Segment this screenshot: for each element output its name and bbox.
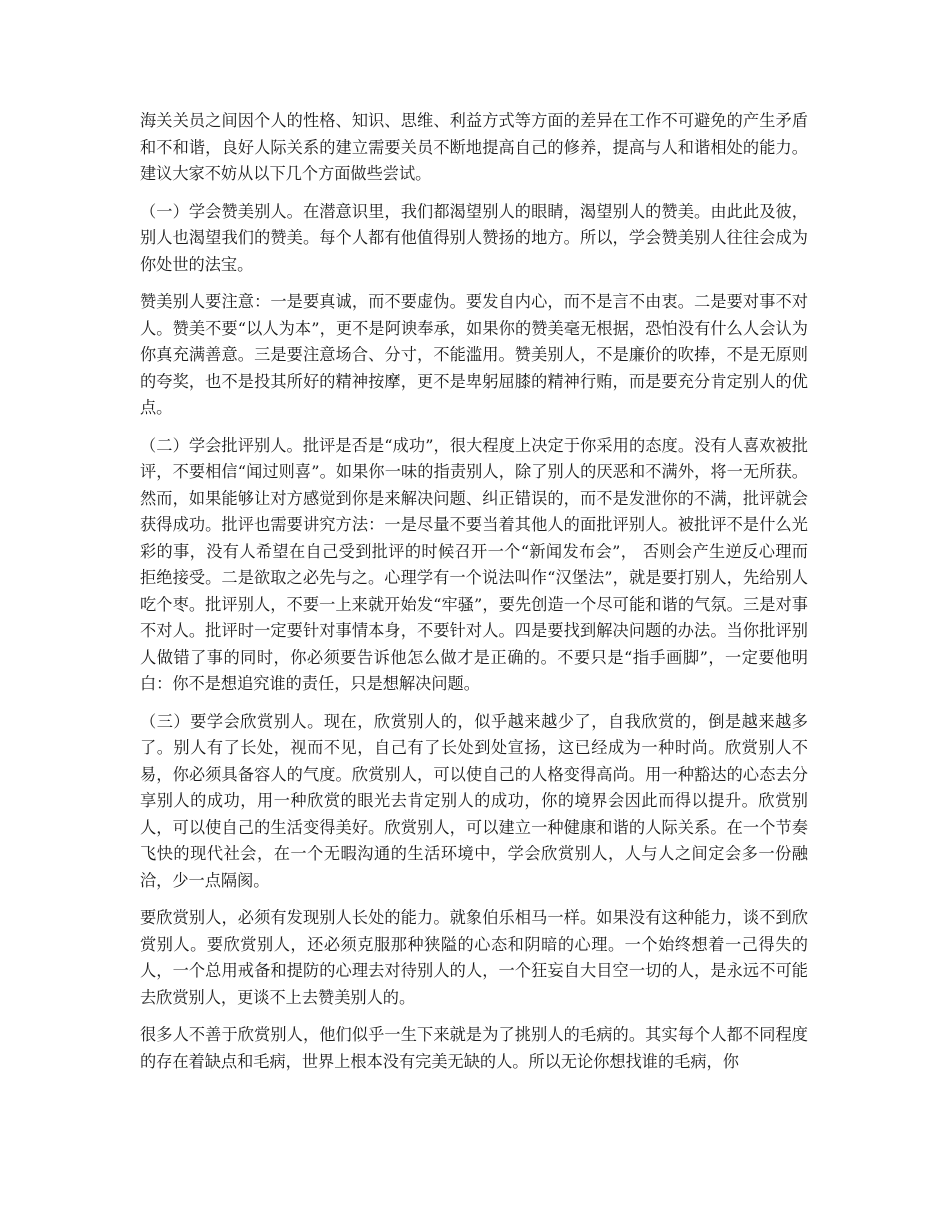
- criticism-section-paragraph: （二）学会批评别人。批评是否是“成功”，很大程度上决定于你采用的态度。没有人喜欢被批评，不要相信“闻过则喜”。如果你一味的指责别人，除了别人的厌恶和不满外，将一无所获。然而，如果能够让对方感觉到你是来解决问题、纠正错误的，而不是发泄你的不满，批评就会获得成功。批评也需要讲究方法：一是尽量不要当着其他人的面批评别人。被批评不是什么光彩的事，没有人希望在自己受到批评的时候召开一个“新闻发布会”， 否则会产生逆反心理而拒绝接受。二是欲取之必先与之。心理学有一个说法叫作“汉堡法”，就是要打别人，先给别人吃个枣。批评别人，不要一上来就开始发“牢骚”，要先创造一个尽可能和谐的气氛。三是对事不对人。批评时一定要针对事情本身，不要针对人。四是要找到解决问题的办法。当你批评别人做错了事的同时，你必须要告诉他怎么做才是正确的。不要只是“指手画脚”，一定要他明白：你不是想追究谁的责任，只是想解决问题。: [140, 435, 808, 693]
- intro-paragraph: 海关关员之间因个人的性格、知识、思维、利益方式等方面的差异在工作不可避免的产生矛盾和不和谐，良好人际关系的建立需要关员不断地提高自己的修养，提高与人和谐相处的能力。建议大家不妨从以下几个方面做些尝试。: [140, 111, 808, 183]
- flaws-paragraph: 很多人不善于欣赏别人，他们似乎一生下来就是为了挑别人的毛病的。其实每个人都不同程度的存在着缺点和毛病，世界上根本没有完美无缺的人。所以无论你想找谁的毛病，你: [140, 1025, 808, 1071]
- appreciation-section-paragraph: （三）要学会欣赏别人。现在，欣赏别人的，似乎越来越少了，自我欣赏的，倒是越来越多了。别人有了长处，视而不见，自己有了长处到处宣扬，这已经成为一种时尚。欣赏别人不易，你必须具备容人的气度。欣赏别人，可以使自己的人格变得高尚。用一种豁达的心态去分享别人的成功，用一种欣赏的眼光去肯定别人的成功，你的境界会因此而得以提升。欣赏别人，可以使自己的生活变得美好。欣赏别人，可以建立一种健康和谐的人际关系。在一个节奏飞快的现代社会，在一个无暇沟通的生活环境中，学会欣赏别人，人与人之间定会多一份融洽，少一点隔阂。: [140, 711, 808, 890]
- appreciation-ability-paragraph: 要欣赏别人，必须有发现别人长处的能力。就象伯乐相马一样。如果没有这种能力，谈不到欣赏别人。要欣赏别人，还必须克服那种狭隘的心态和阴暗的心理。一个始终想着一己得失的人，一个总用戒备和提防的心理去对待别人的人，一个狂妄自大目空一切的人，是永远不可能去欣赏别人，更谈不上去赞美别人的。: [140, 908, 808, 1007]
- praise-tips-paragraph: 赞美别人要注意：一是要真诚，而不要虚伪。要发自内心，而不是言不由衷。二是要对事不对人。赞美不要“以人为本”，更不是阿谀奉承，如果你的赞美毫无根据，恐怕没有什么人会认为你真充满善意。三是要注意场合、分寸，不能滥用。赞美别人，不是廉价的吹捧，不是无原则的夸奖，也不是投其所好的精神按摩，更不是卑躬屈膝的精神行贿，而是要充分肯定别人的优点。: [140, 292, 808, 417]
- document-page: [140, 108, 808, 1086]
- praise-section-paragraph: （一）学会赞美别人。在潜意识里，我们都渴望别人的眼睛，渴望别人的赞美。由此此及彼，别人也渴望我们的赞美。每个人都有他值得别人赞扬的地方。所以，学会赞美别人往往会成为你处世的法宝。: [140, 201, 808, 274]
